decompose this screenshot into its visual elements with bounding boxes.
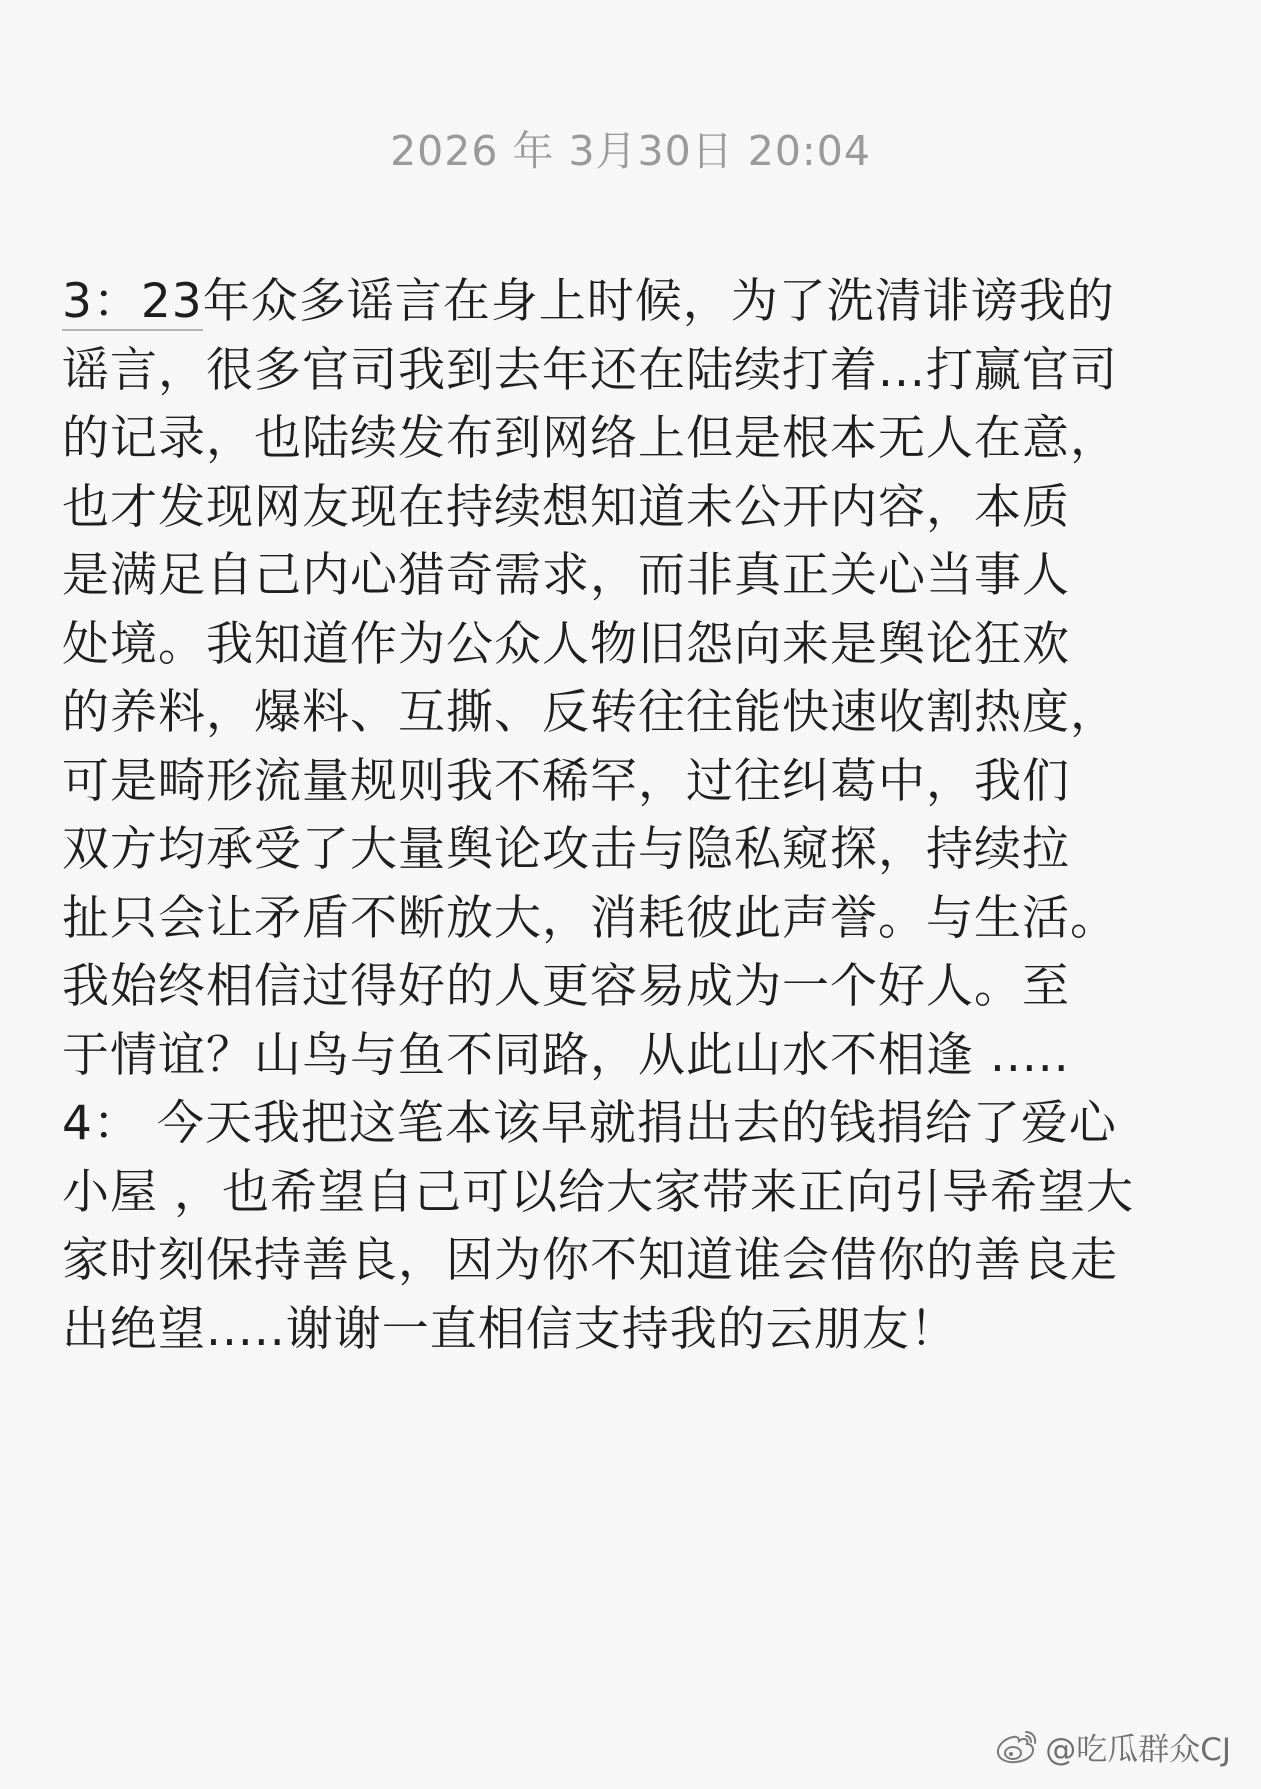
note-line: 的记录，也陆续发布到网络上但是根本无人在意， bbox=[62, 411, 1118, 466]
note-line: 家时刻保持善良，因为你不知道谁会借你的善良走 bbox=[62, 1233, 1118, 1288]
note-line: 我始终相信过得好的人更容易成为一个好人。至 bbox=[62, 959, 1070, 1014]
note-line: 双方均承受了大量舆论攻击与隐私窥探，持续拉 bbox=[62, 822, 1070, 877]
note-line: 小屋 ，也希望自己可以给大家带来正向引导希望大 bbox=[62, 1164, 1134, 1220]
watermark-text: @吃瓜群众CJ bbox=[1045, 1732, 1231, 1768]
note-line: 的养料，爆料、互撕、反转往往能快速收割热度， bbox=[62, 685, 1118, 740]
note-line: 是满足自己内心猎奇需求，而非真正关心当事人 bbox=[62, 548, 1070, 603]
note-line: 扯只会让矛盾不断放大，消耗彼此声誉。与生活。 bbox=[62, 890, 1118, 946]
note-line: 于情谊？山鸟与鱼不同路，从此山水不相逢 ..... bbox=[62, 1027, 1070, 1083]
note-line: 可是畸形流量规则我不稀罕，过往纠葛中，我们 bbox=[62, 753, 1070, 809]
note-timestamp: 2026 年 3月30日 20:04 bbox=[390, 127, 871, 175]
note-line: 处境。我知道作为公众人物旧怨向来是舆论狂欢 bbox=[62, 616, 1070, 672]
note-line-prefix: 3：23 bbox=[62, 274, 203, 329]
watermark bbox=[995, 1724, 1231, 1769]
note-body bbox=[62, 268, 1202, 1364]
note-line: 出绝望.....谢谢一直相信支持我的云朋友！ bbox=[62, 1301, 958, 1357]
note-line: 4： 今天我把这笔本该早就捐出去的钱捐给了爱心 bbox=[62, 1096, 1117, 1151]
note-line-1 bbox=[62, 268, 1202, 337]
note-line: 谣言，很多官司我到去年还在陆续打着...打赢官司 bbox=[62, 342, 1118, 398]
note-line-1-text: 年众多谣言在身上时候，为了洗清诽谤我的 bbox=[202, 274, 1115, 329]
weibo-icon bbox=[995, 1729, 1039, 1765]
note-line: 也才发现网友现在持续想知道未公开内容，本质 bbox=[62, 479, 1070, 535]
